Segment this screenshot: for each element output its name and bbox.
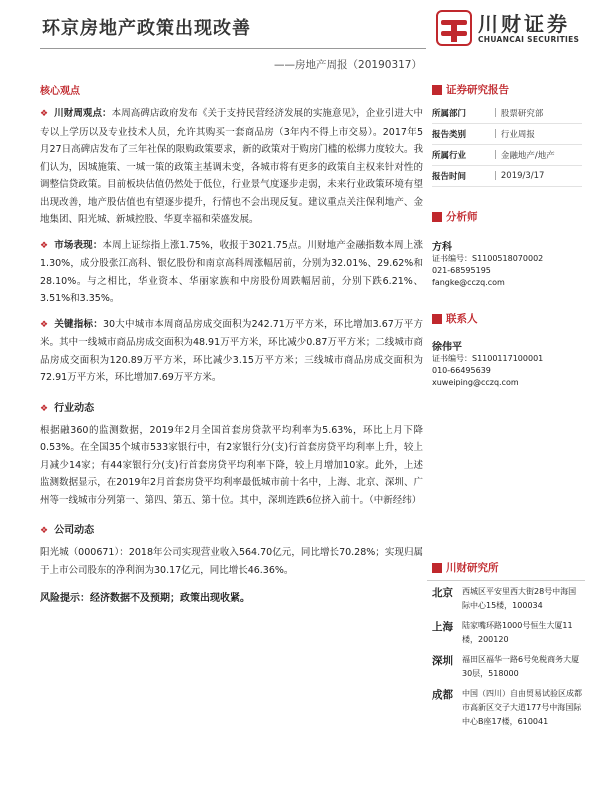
header-divider [40, 48, 426, 49]
sidebar [432, 82, 582, 389]
office-city: 北京 [432, 587, 453, 599]
office-address: 中国（四川）自由贸易试验区成都市高新区交子大道177号中海国际中心B座17楼，610041 [462, 689, 582, 726]
market-performance-text: 本周上证综指上涨1.75%，收报于3021.75点。川财地产金融指数本周上涨1.30%，成分股张江高科、银亿股份和南京高科周涨幅居前，分别为32.01%、29.62%和28.10%。与之相比，华业资本、华丽家族和中房股份周跌幅居前，分别下跌6.21%、3.51%和3.35%。 [40, 239, 423, 304]
company-news-heading: ❖ 公司动态 [40, 525, 95, 536]
report-subtitle: ——房地产周报（20190317） [274, 59, 422, 71]
report-title: 环京房地产政策出现改善 [42, 18, 251, 39]
logo-name: 川财证券 [478, 12, 570, 36]
contact-heading: 联系人 [432, 311, 582, 326]
contact-phone: 010-66495639 [432, 366, 491, 375]
diamond-bullet-icon: ❖ [40, 403, 49, 414]
info-row: 所属部门 | 股票研究部 [432, 103, 582, 124]
office-address: 福田区福华一路6号免税商务大厦30层，518000 [462, 655, 580, 678]
company-logo [436, 8, 586, 48]
office-city: 上海 [432, 621, 453, 633]
logo-english-name: CHUANCAI SECURITIES [478, 35, 580, 44]
office-item [432, 687, 582, 729]
key-indicators-paragraph [40, 316, 423, 387]
office-item [432, 653, 582, 681]
key-indicators-lead: 关键指标： [54, 318, 103, 330]
contact-name: 徐伟平 [432, 342, 462, 353]
analyst-phone: 021-68595195 [432, 266, 491, 275]
diamond-bullet-icon: ❖ [40, 109, 49, 119]
weekly-view-paragraph [40, 105, 423, 229]
weekly-view-lead: 川财周观点： [54, 108, 112, 119]
square-marker-icon [432, 314, 442, 324]
office-address: 西城区平安里西大街28号中海国际中心15楼，100034 [462, 587, 577, 610]
info-row: 所属行业 | 金融地产/地产 [432, 145, 582, 166]
office-item [432, 585, 582, 613]
risk-warning: 风险提示：经济数据不及预期；政策出现收紧。 [40, 593, 250, 604]
analyst-email[interactable]: fangke@cczq.com [432, 278, 505, 287]
report-info-table [432, 103, 582, 187]
market-performance-lead: 市场表现： [54, 239, 103, 251]
office-city: 成都 [432, 689, 453, 701]
office-item [432, 619, 582, 647]
core-views-heading: 核心观点 [40, 86, 80, 97]
info-row: 报告类别 | 行业周报 [432, 124, 582, 145]
industry-news-text: 根据融360的监测数据，2019年2月全国首套房贷款平均利率为5.63%，环比上月下降0.53%。在全国35个城市533家银行中，有2家银行分(支)行首套房贷平均利率上升，较上月减少14家；有44家银行分(支)行首套房贷平均利率下降，较上月增加10家。此外，上述监测数据显示，在2019年2月首套房贷平均利率最低城市前十名中，上海、北京、深圳、广州等一线城市分列第一、第四、第五、第十位。其中，深圳连跌6位挤入前十。（中新经纬） [40, 424, 423, 506]
analyst-cert: 证书编号：S1100518070002 [432, 254, 544, 263]
weekly-view-text: 本周高碑店政府发布《关于支持民营经济发展的实施意见》，企业引进大中专以上学历以及专业技术人员，允许其购买一套商品房（3年内不得上市交易）。2017年5月27日高碑店发布了三年社保的限购政策要求，新的政策对于购房门槛的松绑力度较大。我们认为，因城施策、一城一策的政策主基调未变，各城市将有更多的政策自主权来针对性的调整信贷政策。目前板块估值仍然处于低位，行业景气度逐步走弱，未来行业政策环境有望出现改善，地产股估值也有望逐步提升，行情也不会出现反复。建议重点关注保利地产、金地集团、阳光城、新城控股、华夏幸福和荣盛发展。 [40, 108, 423, 225]
logo-emblem-icon [436, 10, 472, 46]
report-info-heading: 证券研究报告 [432, 82, 582, 97]
info-row: 报告时间 | 2019/3/17 [432, 166, 582, 187]
square-marker-icon [432, 85, 442, 95]
contact-cert: 证书编号：S1100117100001 [432, 354, 544, 363]
square-marker-icon [432, 563, 442, 573]
contact-email[interactable]: xuweiping@cczq.com [432, 378, 519, 387]
office-city: 深圳 [432, 655, 453, 667]
diamond-bullet-icon: ❖ [40, 240, 49, 251]
company-news-text: 阳光城（000671）：2018年公司实现营业收入564.70亿元，同比增长70.28%；实现归属于上市公司股东的净利润为30.17亿元，同比增长46.36%。 [40, 547, 423, 576]
analyst-heading: 分析师 [432, 209, 582, 224]
industry-news-heading: ❖ 行业动态 [40, 402, 95, 414]
main-content [40, 82, 423, 604]
office-address: 陆家嘴环路1000号恒生大厦11楼，200120 [462, 621, 573, 644]
diamond-bullet-icon: ❖ [40, 319, 49, 330]
market-performance-paragraph [40, 237, 423, 308]
key-indicators-text: 30大中城市本周商品房成交面积为242.71万平方米，环比增加3.67万平方米。其中一线城市商品房成交面积为48.91万平方米，环比减少0.87万平方米；二线城市商品房成交面积为120.89万平方米，环比减少3.15万平方米；三线城市商品房成交面积为72.91万平方米，环比增加7.69万平方米。 [40, 318, 423, 383]
research-institute [432, 560, 582, 729]
square-marker-icon [432, 212, 442, 222]
analyst-name: 方科 [432, 242, 452, 253]
institute-heading: 川财研究所 [432, 560, 582, 575]
diamond-bullet-icon: ❖ [40, 526, 49, 536]
